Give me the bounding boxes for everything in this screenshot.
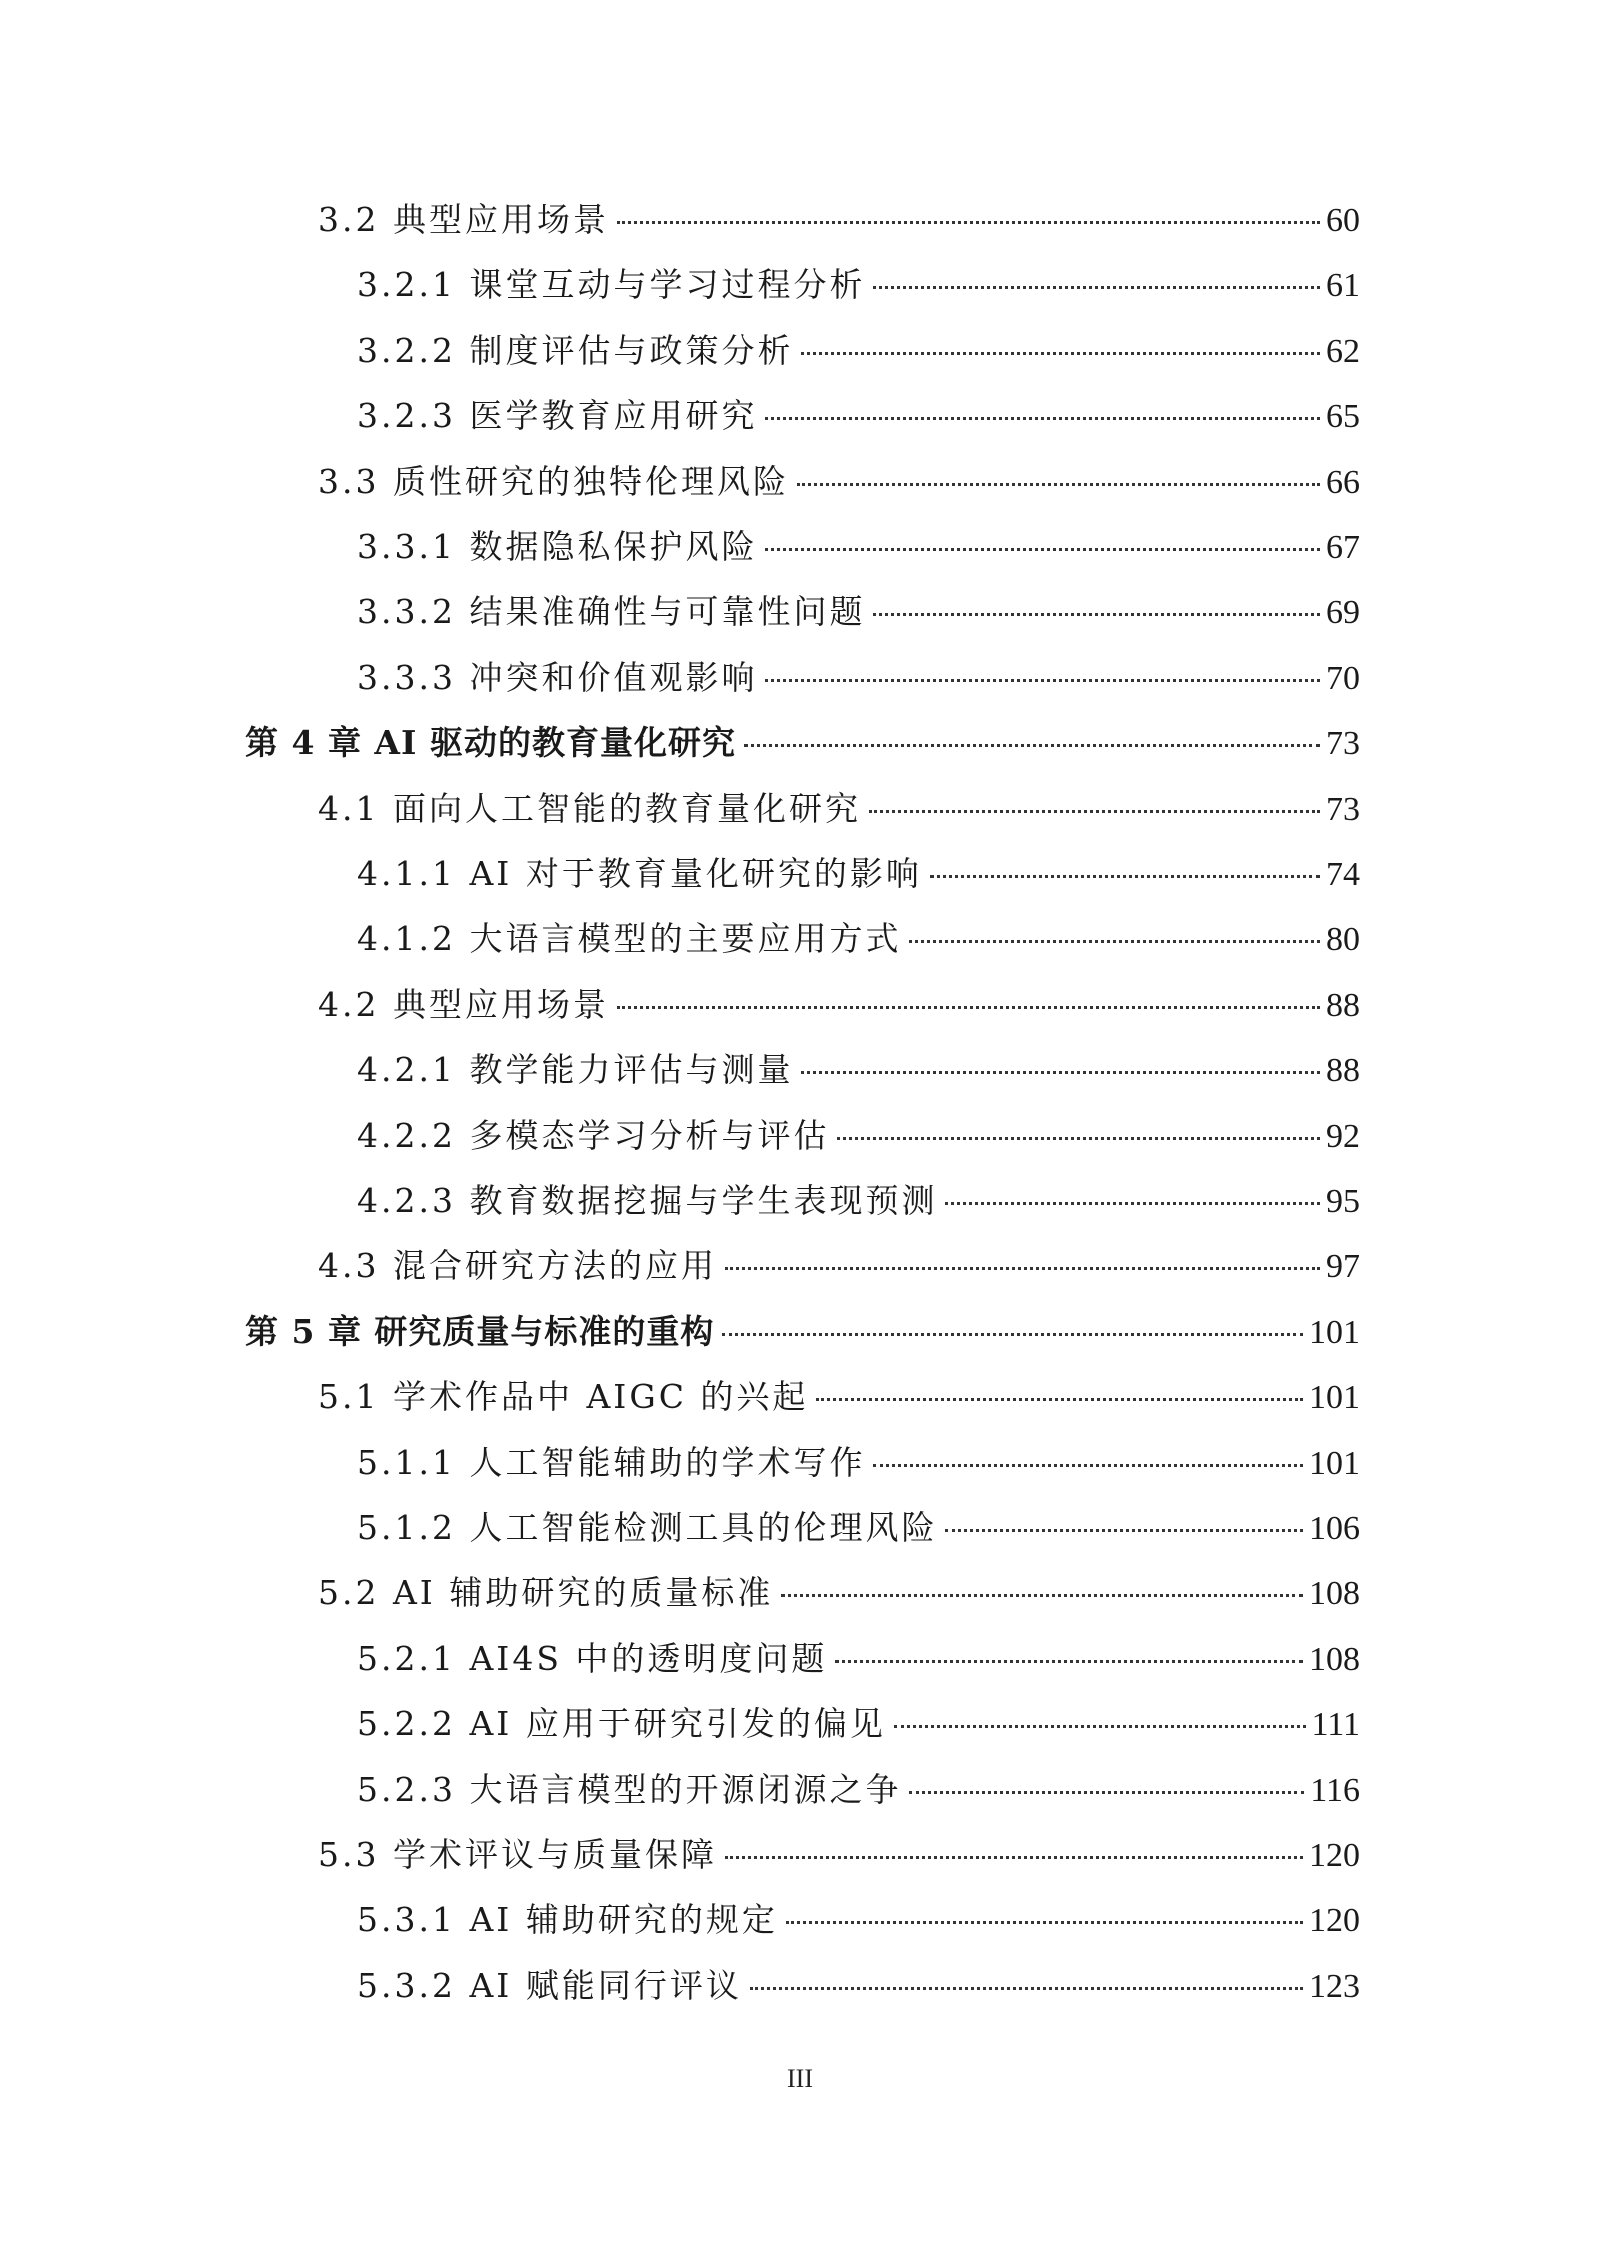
toc-dot-leader (909, 940, 1320, 943)
toc-entry[interactable] (245, 718, 1360, 768)
toc-entry-page-number: 101 (1309, 1313, 1360, 1351)
toc-entry[interactable] (357, 1961, 1360, 2011)
toc-entry-title: 5.2.1 AI4S 中的透明度问题 (357, 1638, 828, 1678)
page-number: III (787, 2064, 813, 2093)
toc-dot-leader (894, 1725, 1306, 1728)
toc-dot-leader (617, 221, 1320, 224)
toc-dot-leader (722, 1333, 1303, 1336)
toc-entry-page-number: 95 (1326, 1183, 1360, 1220)
toc-dot-leader (801, 352, 1320, 355)
toc-entry[interactable] (357, 1765, 1360, 1815)
toc-dot-leader (835, 1660, 1303, 1663)
toc-entry-title: 4.1.2 大语言模型的主要应用方式 (357, 919, 902, 959)
toc-entry[interactable] (357, 1895, 1360, 1945)
toc-dot-leader (930, 875, 1320, 878)
toc-entry-title: 3.3.1 数据隐私保护风险 (357, 527, 758, 566)
toc-dot-leader (837, 1137, 1320, 1140)
toc-entry[interactable] (357, 522, 1360, 572)
toc-entry-page-number: 120 (1309, 1902, 1360, 1940)
toc-entry-page-number: 108 (1309, 1575, 1360, 1613)
toc-entry[interactable] (357, 1634, 1360, 1684)
toc-entry[interactable] (357, 849, 1360, 899)
toc-entry[interactable] (318, 1568, 1360, 1618)
toc-entry-title: 5.3.1 AI 辅助研究的规定 (357, 1900, 778, 1940)
toc-entry-page-number: 74 (1326, 856, 1360, 893)
toc-dot-leader (617, 1006, 1320, 1009)
toc-entry-title: 第 5 章 研究质量与标准的重构 (245, 1311, 715, 1351)
toc-entry[interactable] (357, 260, 1360, 310)
toc-dot-leader (945, 1529, 1303, 1532)
toc-dot-leader (869, 810, 1320, 813)
toc-entry-title: 4.2.2 多模态学习分析与评估 (357, 1115, 830, 1155)
toc-entry-title: 5.2.2 AI 应用于研究引发的偏见 (357, 1704, 886, 1744)
toc-entry-title: 5.1.2 人工智能检测工具的伦理风险 (357, 1508, 938, 1547)
toc-entry-title: 5.2.3 大语言模型的开源闭源之争 (357, 1769, 902, 1809)
toc-entry-title: 5.3.2 AI 赋能同行评议 (357, 1965, 742, 2005)
toc-entry-title: 5.1.1 人工智能辅助的学术写作 (357, 1442, 866, 1482)
toc-entry-title: 3.2.3 医学教育应用研究 (357, 396, 758, 436)
toc-dot-leader (786, 1921, 1303, 1924)
toc-entry-title: 3.3.2 结果准确性与可靠性问题 (357, 592, 866, 632)
toc-entry[interactable] (318, 980, 1360, 1030)
toc-entry[interactable] (318, 784, 1360, 834)
toc-entry-title: 4.2.3 教育数据挖掘与学生表现预测 (357, 1181, 938, 1220)
toc-dot-leader (725, 1856, 1303, 1859)
toc-entry-page-number: 106 (1309, 1510, 1360, 1547)
toc-entry-page-number: 88 (1326, 986, 1360, 1024)
toc-dot-leader (744, 744, 1320, 747)
toc-entry[interactable] (357, 653, 1360, 703)
toc-entry-page-number: 70 (1326, 659, 1360, 697)
toc-entry-title: 3.2.1 课堂互动与学习过程分析 (357, 265, 866, 305)
toc-entry[interactable] (357, 1503, 1360, 1553)
toc-entry-title: 5.1 学术作品中 AIGC 的兴起 (318, 1377, 809, 1417)
toc-entry-title: 4.2.1 教学能力评估与测量 (357, 1050, 794, 1090)
toc-entry-title: 5.3 学术评议与质量保障 (318, 1835, 717, 1874)
toc-entry-page-number: 120 (1309, 1837, 1360, 1874)
toc-entry[interactable] (318, 1372, 1360, 1422)
toc-entry-page-number: 73 (1326, 725, 1360, 763)
toc-dot-leader (797, 483, 1320, 486)
toc-entry[interactable] (357, 914, 1360, 964)
toc-dot-leader (873, 613, 1320, 616)
toc-entry[interactable] (357, 391, 1360, 441)
toc-entry[interactable] (245, 1307, 1360, 1357)
toc-dot-leader (873, 286, 1320, 289)
toc-entry-page-number: 67 (1326, 529, 1360, 566)
toc-entry[interactable] (357, 1176, 1360, 1226)
toc-entry-title: 3.2 典型应用场景 (318, 200, 609, 239)
toc-entry[interactable] (318, 1830, 1360, 1880)
toc-entry-title: 4.3 混合研究方法的应用 (318, 1246, 717, 1286)
toc-entry[interactable] (357, 1111, 1360, 1161)
toc-dot-leader (945, 1202, 1320, 1205)
toc-entry-title: 4.1.1 AI 对于教育量化研究的影响 (357, 854, 922, 893)
toc-entry-page-number: 69 (1326, 594, 1360, 632)
toc-entry-page-number: 123 (1309, 1967, 1360, 2005)
toc-entry[interactable] (357, 587, 1360, 637)
toc-entry[interactable] (318, 457, 1360, 507)
toc-entry-page-number: 101 (1309, 1379, 1360, 1417)
toc-entry-title: 5.2 AI 辅助研究的质量标准 (318, 1573, 774, 1613)
toc-entry[interactable] (318, 1241, 1360, 1291)
toc-entry-page-number: 101 (1309, 1444, 1360, 1482)
toc-entry-page-number: 97 (1326, 1248, 1360, 1286)
toc-dot-leader (801, 1071, 1320, 1074)
toc-entry-title: 3.2.2 制度评估与政策分析 (357, 330, 794, 370)
toc-entry[interactable] (357, 326, 1360, 376)
toc-entry-title: 3.3.3 冲突和价值观影响 (357, 657, 758, 697)
toc-entry[interactable] (357, 1438, 1360, 1488)
toc-dot-leader (781, 1594, 1303, 1597)
toc-entry-page-number: 66 (1326, 463, 1360, 501)
toc-entry[interactable] (318, 195, 1360, 245)
toc-dot-leader (909, 1791, 1304, 1794)
toc-entry-title: 3.3 质性研究的独特伦理风险 (318, 461, 789, 501)
toc-entry-page-number: 92 (1326, 1117, 1360, 1155)
toc-entry-title: 4.1 面向人工智能的教育量化研究 (318, 788, 861, 828)
toc-dot-leader (816, 1398, 1303, 1401)
toc-dot-leader (750, 1987, 1303, 1990)
toc-entry-page-number: 73 (1326, 790, 1360, 828)
toc-entry-page-number: 116 (1310, 1771, 1360, 1809)
toc-entry-page-number: 60 (1326, 202, 1360, 239)
toc-entry-page-number: 88 (1326, 1052, 1360, 1090)
toc-dot-leader (725, 1267, 1320, 1270)
toc-entry-page-number: 61 (1326, 267, 1360, 305)
toc-dot-leader (765, 417, 1320, 420)
toc-entry-page-number: 62 (1326, 332, 1360, 370)
toc-entry-page-number: 65 (1326, 398, 1360, 436)
toc-entry-page-number: 111 (1311, 1706, 1360, 1744)
toc-dot-leader (765, 548, 1320, 551)
toc-dot-leader (873, 1464, 1303, 1467)
toc-entry-page-number: 108 (1309, 1640, 1360, 1678)
toc-entry[interactable] (357, 1699, 1360, 1749)
toc-entry-title: 4.2 典型应用场景 (318, 984, 609, 1024)
toc-entry[interactable] (357, 1045, 1360, 1095)
toc-dot-leader (765, 679, 1320, 682)
toc-entry-page-number: 80 (1326, 921, 1360, 959)
toc-entry-title: 第 4 章 AI 驱动的教育量化研究 (245, 723, 736, 763)
